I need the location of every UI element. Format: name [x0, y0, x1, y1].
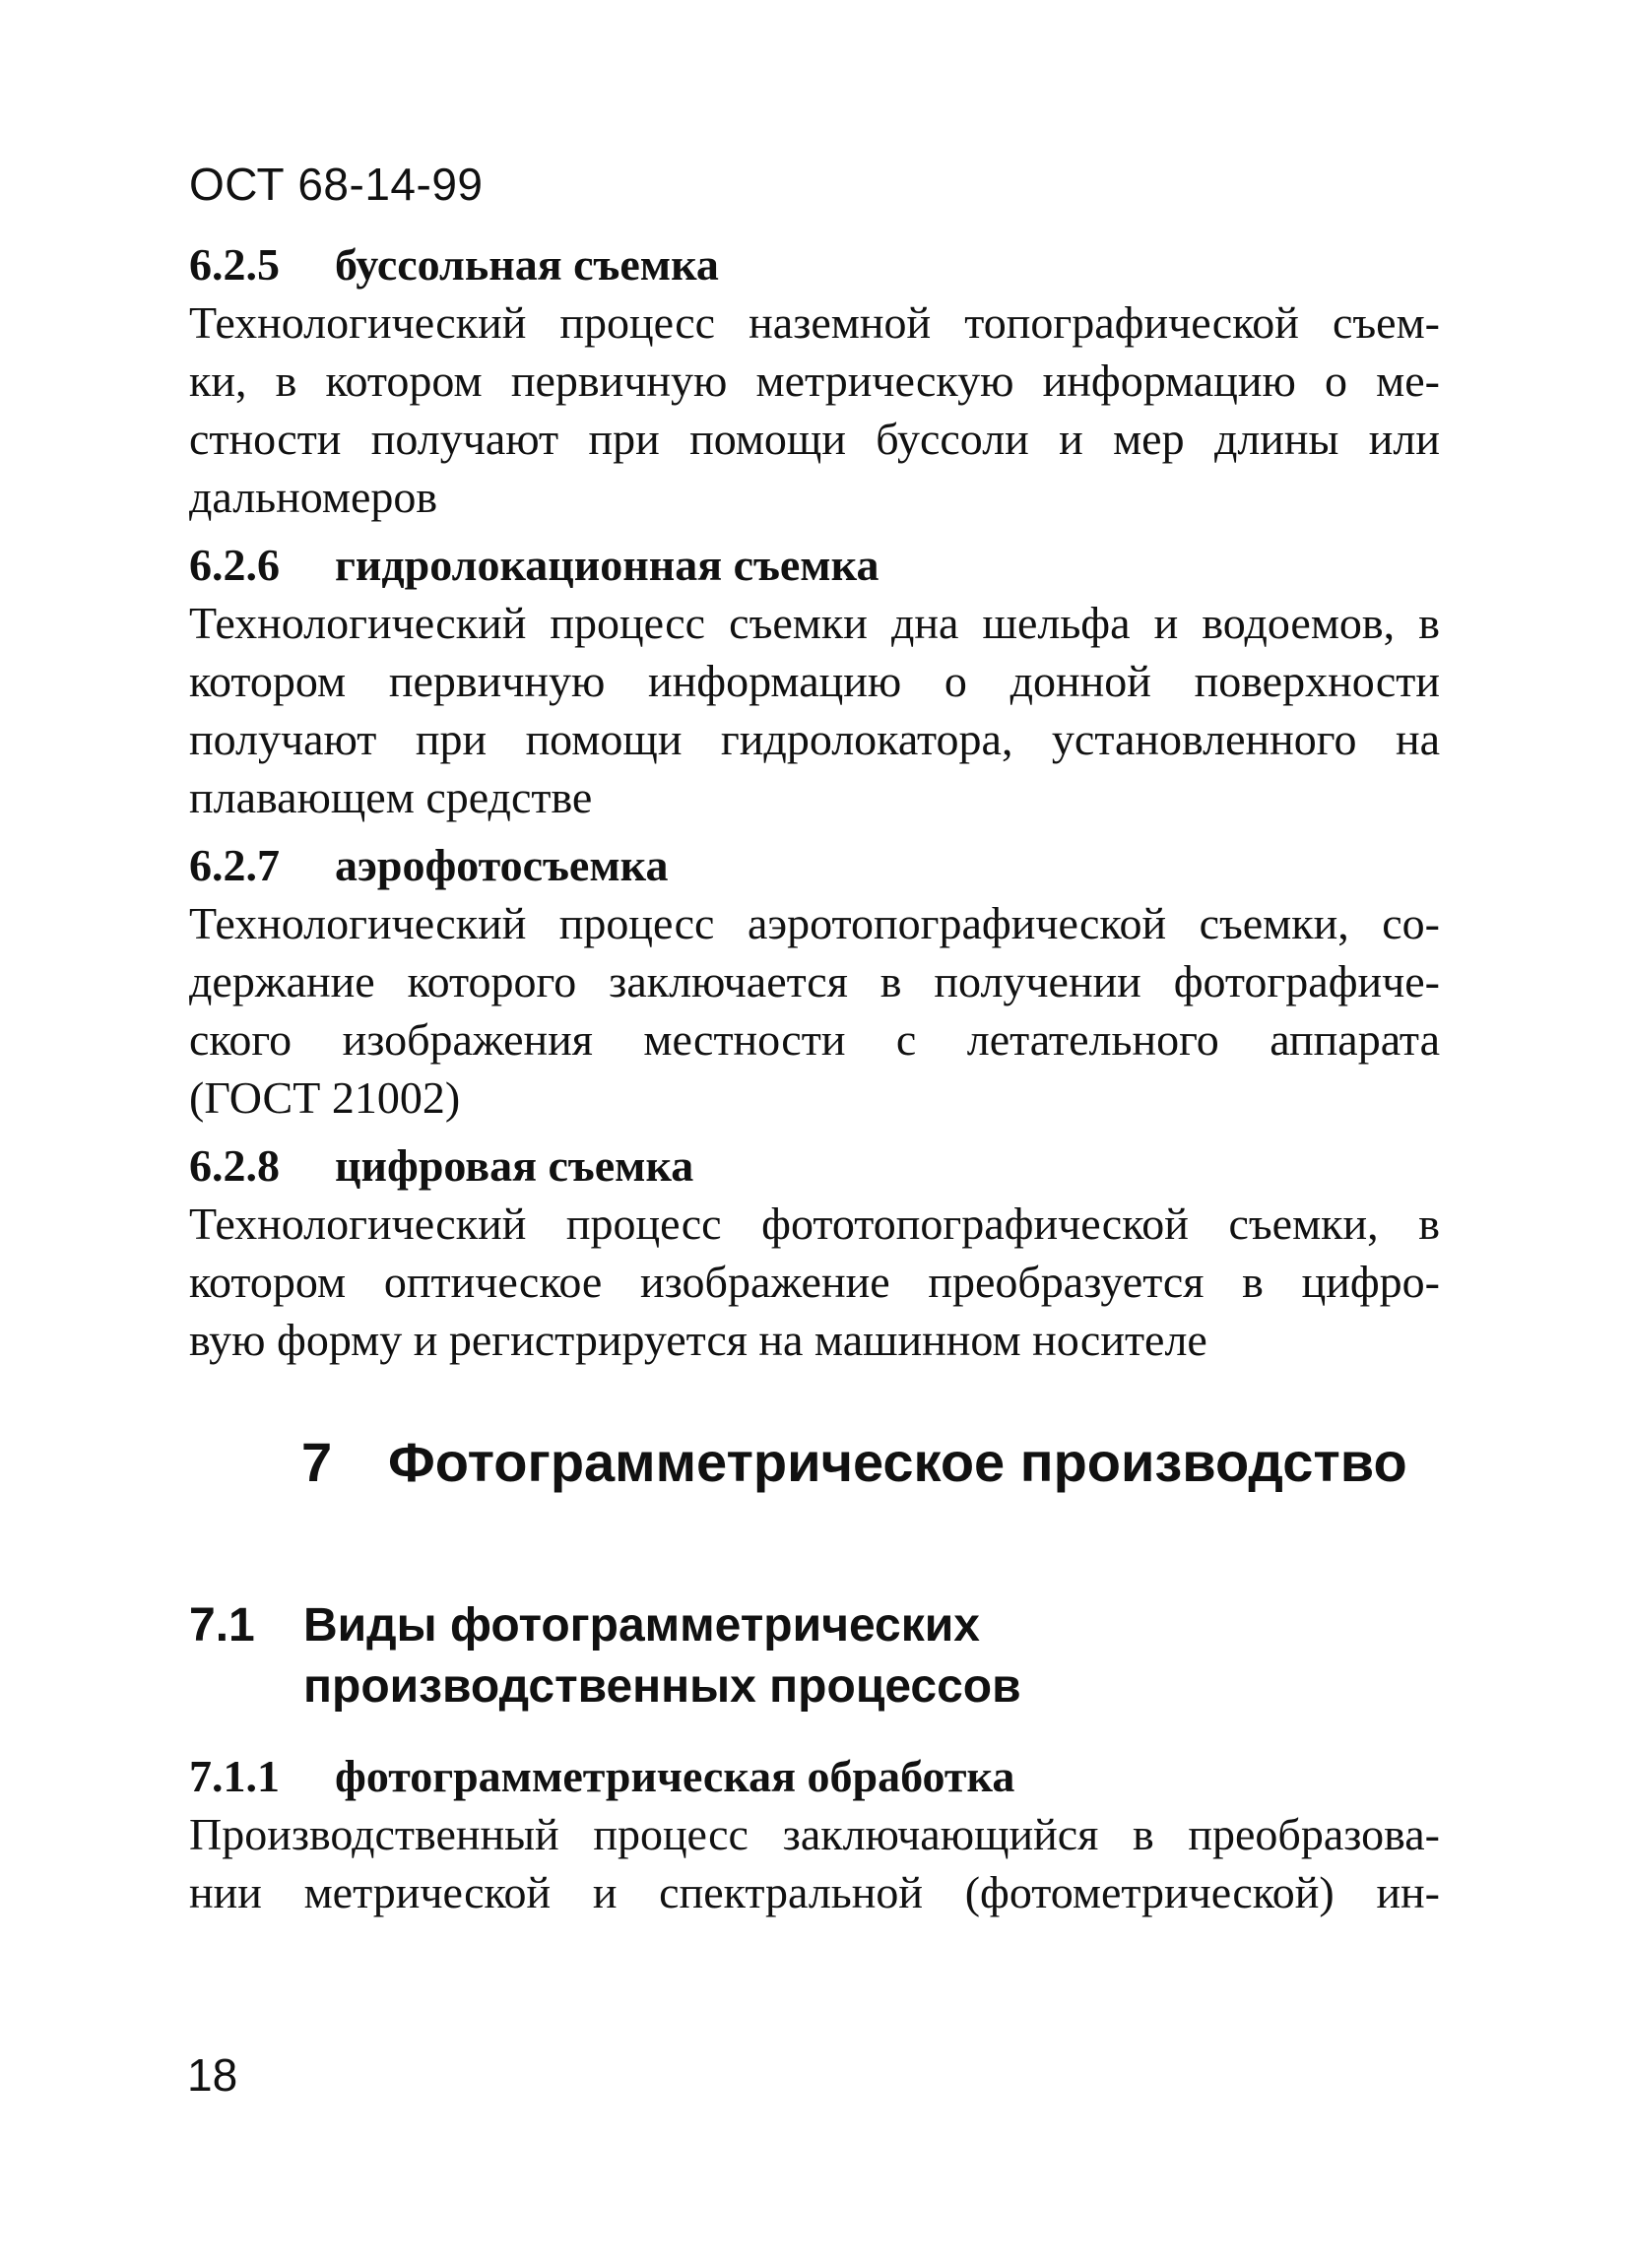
definition-line: (ГОСТ 21002) [189, 1072, 461, 1123]
term-entry-6-2-7 [189, 837, 1440, 1127]
term-title: буссольная съемка [335, 239, 719, 290]
section-title [303, 1595, 1021, 1717]
term-heading [189, 236, 1440, 293]
term-number: 6.2.8 [189, 1140, 280, 1191]
definition-line: дальномеров [189, 472, 438, 522]
term-title: аэрофотосъемка [335, 840, 669, 890]
definition-line: Технологический процесс аэротопографической съемки, со- [189, 898, 1440, 948]
definition-line: стности получают при помощи буссоли и мер длины или [189, 414, 1440, 464]
section-number: 7.1 [189, 1599, 255, 1652]
term-entry-7-1-1 [189, 1748, 1440, 1921]
page-number: 18 [187, 2049, 238, 2101]
term-heading [189, 1748, 1440, 1805]
term-entry-6-2-5 [189, 236, 1440, 526]
definition-line: нии метрической и спектральной (фотометрической) ин- [189, 1867, 1440, 1917]
term-number: 6.2.5 [189, 239, 280, 290]
document-code: ОСТ 68-14-99 [189, 159, 484, 210]
definition-line: Технологический процесс съемки дна шельфа и водоемов, в [189, 598, 1440, 648]
chapter-title: Фотограмметрическое производство [388, 1431, 1407, 1493]
definition-line: Производственный процесс заключающийся в преобразова- [189, 1809, 1440, 1859]
term-title: гидролокационная съемка [335, 540, 879, 590]
chapter-number: 7 [301, 1431, 333, 1493]
term-title: фотограмметрическая обработка [335, 1751, 1015, 1801]
definition-line: Технологический процесс наземной топографической съем- [189, 297, 1440, 348]
definition-line: держание которого заключается в получении фотографиче- [189, 956, 1440, 1006]
definition-line: вую форму и регистрируется на машинном носителе [189, 1315, 1207, 1365]
term-number: 6.2.6 [189, 540, 280, 590]
term-number: 7.1.1 [189, 1751, 280, 1801]
term-title: цифровая съемка [335, 1140, 694, 1191]
definition-line: ки, в котором первичную метрическую информацию о ме- [189, 356, 1440, 406]
definition-line: Технологический процесс фототопографической съемки, в [189, 1199, 1440, 1249]
definition-line: котором оптическое изображение преобразуется в цифро- [189, 1257, 1440, 1307]
term-entry-6-2-6 [189, 537, 1440, 826]
term-heading [189, 837, 1440, 894]
section-title-line: Виды фотограмметрических [303, 1599, 980, 1652]
term-heading [189, 537, 1440, 594]
chapter-heading [301, 1430, 1407, 1494]
term-number: 6.2.7 [189, 840, 280, 890]
term-entry-6-2-8 [189, 1137, 1440, 1369]
definition-line: получают при помощи гидролокатора, установленного на [189, 714, 1440, 764]
term-heading [189, 1137, 1440, 1195]
definition-line: плавающем средстве [189, 772, 593, 822]
definition-line: ского изображения местности с летательного аппарата [189, 1014, 1440, 1065]
section-title-line: производственных процессов [303, 1660, 1021, 1713]
definition-line: котором первичную информацию о донной поверхности [189, 656, 1440, 706]
